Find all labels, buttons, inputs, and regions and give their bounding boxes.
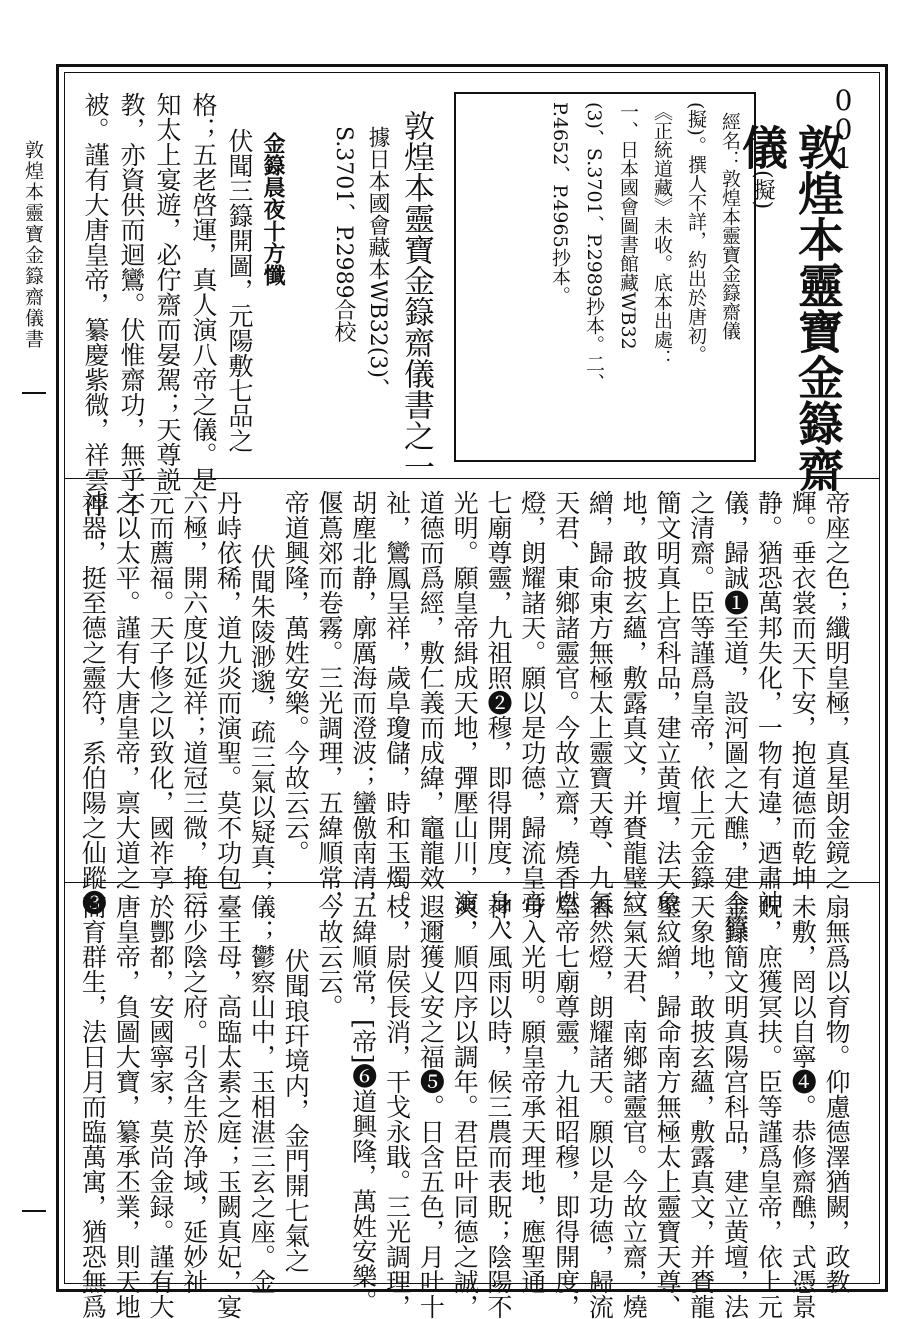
text-line: 之以太平。謹有大唐皇帝，禀大道之 bbox=[112, 490, 142, 890]
text-line: 天象地，敢披玄蘊，敷露真文，并賚龍 bbox=[686, 894, 716, 1319]
text-line: 帝道興隆，萬姓安樂。今故云云。 bbox=[281, 490, 311, 865]
text-line: 於酆都，安國寧家，莫尚金録。謹有大 bbox=[146, 894, 175, 1319]
text-line: 貺，庶獲冥扶。臣等謹爲皇帝，依上元 bbox=[754, 894, 784, 1319]
text-line: 臺王母，高臨太素之庭；玉闕真妃，宴 bbox=[213, 894, 243, 1319]
page-number-mark bbox=[22, 392, 46, 394]
text-line: 金籙簡文明真陽宫科品，建立黄壇，法 bbox=[720, 894, 750, 1319]
text-line: 帝座之色；纖明皇極，真星朗金鏡之 bbox=[822, 490, 851, 890]
title-tail-char: 儀 bbox=[735, 124, 789, 170]
text-line: 五緯順常，[帝]❻道興隆，萬姓安樂。 bbox=[348, 894, 378, 1314]
text-line: 儀；鬱察山中，玉相湛三玄之座。金 bbox=[247, 894, 277, 1294]
text-line: 儀，歸誠❶至道，設河圖之大醮，建金籙 bbox=[720, 490, 750, 940]
running-title: 敦煌本靈寶金籙齋儀書 bbox=[22, 140, 44, 350]
text-line: 神器，挺至德之靈符，系伯陽之仙蹤❸ bbox=[78, 490, 108, 915]
text-line: 未敷，罔以自寧❹。恭修齋醮，式憑景 bbox=[788, 894, 818, 1319]
text-line: 爽，順四序以調年。君臣叶同德之誠， bbox=[450, 894, 480, 1319]
text-line: 遐邇獲乂安之福❺。日含五色，月吐十 bbox=[416, 894, 446, 1319]
text-line: 身入光明。願皇帝承天理地，應聖通 bbox=[517, 894, 547, 1294]
note-line: (3)、S.3701、P.2989抄本。二、 bbox=[583, 102, 605, 392]
title-note: (擬) bbox=[750, 170, 775, 210]
text-line: 唐皇帝，負圖大寶，纂承丕業，則天地 bbox=[112, 894, 142, 1319]
text-line: 神，風雨以時，候三農而表貺；陰陽不 bbox=[484, 894, 513, 1319]
text-line: 繒，歸命東方無極太上靈寶天尊、九氣 bbox=[585, 490, 615, 915]
note-line: P.4652、P.4965抄本。 bbox=[549, 102, 571, 305]
book-title: 敦煌本靈寶金籙齋儀書之一 bbox=[398, 110, 434, 482]
text-line: 天君、東鄉諸靈官。今故立齋，燒香燃 bbox=[551, 490, 581, 915]
text-line: 偃蔦郊而卷霧。三光調理，五緯順常， bbox=[315, 490, 344, 915]
text-line: 之清齋。臣等謹爲皇帝，依上元金籙 bbox=[686, 490, 716, 890]
text-line: 胡塵北静，廓厲海而澄波；蠻儌南清， bbox=[348, 490, 378, 915]
text-line: 枝，尉侯長消，干戈永戢。三光調理， bbox=[382, 894, 412, 1319]
text-line: 光明。願皇帝緝成天地，彈壓山川，演 bbox=[450, 490, 480, 915]
text-line: 祉，鸞鳳呈祥，歲阜瓊儲，時和玉燭。 bbox=[382, 490, 412, 915]
text-line: 六極，開六度以延祥；道冠三微，掩三 bbox=[179, 490, 209, 915]
entry-number: 001 bbox=[827, 84, 860, 171]
text-line: 扇無爲以育物。仰慮德澤猶闕，政教 bbox=[822, 894, 851, 1294]
page-number-mark-bottom bbox=[22, 1210, 46, 1212]
source-line: 據日本國會藏本WB32(3)、 bbox=[365, 126, 390, 400]
text-line: 道德而爲經，敷仁義而成緯，竈龍效 bbox=[416, 490, 446, 890]
note-line: 《正統道藏》未收。底本出處： bbox=[651, 102, 673, 368]
text-line: 教，亦資供而迴鸞。伏惟齋功，無乎不 bbox=[117, 92, 146, 517]
text-line: 七廟尊靈，九祖照❷穆，即得開度，身入 bbox=[484, 490, 513, 940]
text-line: 璧紋繒，歸命南方無極太上靈寶天尊、 bbox=[653, 894, 682, 1319]
text-line: 地，敢披玄蘊，敷露真文，并賚龍璧紋 bbox=[619, 490, 649, 915]
text-line: 燈，朗耀諸天。願以是功德，歸流皇帝 bbox=[517, 490, 547, 915]
text-line: 簡文明真上宫科品，建立黄壇，法天象 bbox=[653, 490, 682, 915]
text-line: 香然燈，朗耀諸天。願以是功德，歸流 bbox=[585, 894, 615, 1319]
text-line: 知太上宴遊，必佇齋而晏駕；天尊説 bbox=[153, 92, 182, 492]
text-line: 元而薦福。天子修之以致化，國祚享 bbox=[146, 490, 175, 890]
text-line: 而育群生，法日月而臨萬寓，猶恐無爲 bbox=[78, 894, 108, 1319]
note-line: (擬)。撰人不詳，約出於唐初。 bbox=[685, 102, 707, 364]
note-line: 經名：敦煌本靈寶金籙齋儀 bbox=[719, 112, 741, 340]
note-line: 一、日本國會圖書館藏WB32 bbox=[617, 102, 639, 350]
text-line: 輝。垂衣裳而天下安，抱道德而乾坤 bbox=[788, 490, 818, 890]
text-line: 丹峙依稀，道九炎而演聖。莫不功包 bbox=[213, 490, 243, 890]
text-line: 伏聞琅玕境内，金門開七氣之 bbox=[281, 948, 311, 1273]
text-line: 伏聞朱陵渺邈，疏三氣以疑真； bbox=[247, 544, 277, 894]
text-line: 格；五老啓運，真人演八帝之儀。是 bbox=[189, 92, 218, 492]
text-line: 衍少陰之府。引含生於净域，延妙祉 bbox=[179, 894, 209, 1294]
title-main: 敦煌本靈寶金籙齋 bbox=[791, 124, 845, 492]
text-line: 伏聞三籙開圖，元陽敷七品之 bbox=[225, 128, 254, 453]
text-line: 被。謹有大唐皇帝，纂慶紫微，祥雲浮 bbox=[81, 92, 110, 517]
text-line: 三氣天君、南鄉諸靈官。今故立齋，燒 bbox=[619, 894, 649, 1319]
section-heading: 金籙晨夜十方懺 bbox=[260, 132, 286, 286]
text-line: 静。猶恐萬邦失化，一物有違，迺肅神 bbox=[754, 490, 784, 915]
source-line: S.3701、P.2989合校 bbox=[331, 126, 356, 343]
note-box bbox=[454, 92, 756, 462]
text-line: 今故云云。 bbox=[315, 894, 344, 1019]
text-line: 皇帝七廟尊靈，九祖昭穆，即得開度， bbox=[551, 894, 581, 1319]
